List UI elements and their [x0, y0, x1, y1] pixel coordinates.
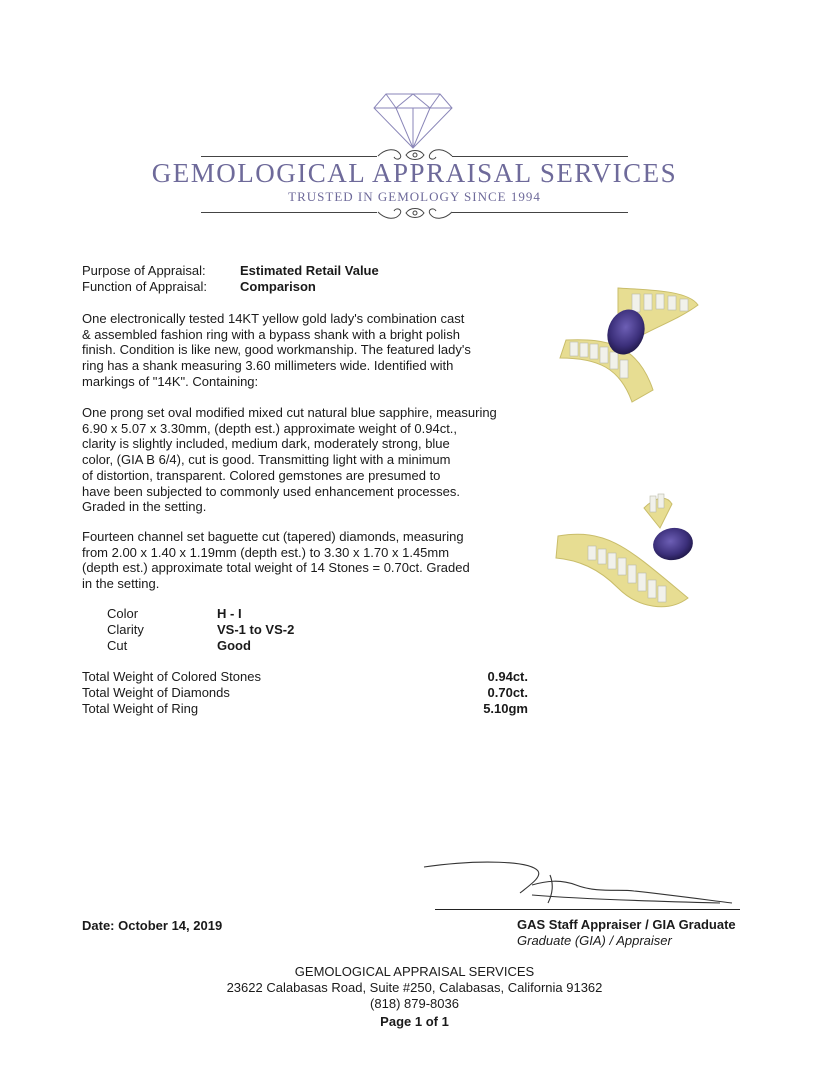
- total-diamonds-value: 0.70ct.: [487, 685, 528, 700]
- ring-photo-top: [548, 280, 718, 420]
- total-colored-stones-label: Total Weight of Colored Stones: [82, 669, 261, 684]
- appraiser-signature: [420, 855, 740, 915]
- grade-clarity-label: Clarity: [107, 622, 144, 637]
- ring-photo-bottom: [548, 488, 718, 623]
- function-value: Comparison: [240, 279, 316, 294]
- signature-line: [435, 909, 740, 910]
- diamonds-description: Fourteen channel set baguette cut (tapered) diamonds, measuring from 2.00 x 1.40 x 1.19mm (depth est.) to 3.30 x 1.70 x 1.45mm (depth est.) approximate total weight of 14 Stones = 0.70ct. Graded in the setting.: [82, 529, 470, 592]
- footer-address: 23622 Calabasas Road, Suite #250, Calabasas, California 91362: [226, 980, 603, 995]
- total-ring-weight-label: Total Weight of Ring: [82, 701, 199, 716]
- header-rule-bottom-right: [452, 212, 628, 213]
- appraisal-date: Date: October 14, 2019: [82, 918, 223, 933]
- scroll-ornament-bottom-icon: [376, 203, 454, 223]
- appraiser-title: GAS Staff Appraiser / GIA Graduate: [517, 917, 736, 932]
- company-name: GEMOLOGICAL APPRAISAL SERVICES: [151, 158, 678, 188]
- grade-color-value: H - I: [217, 606, 242, 621]
- sapphire-description: One prong set oval modified mixed cut natural blue sapphire, measuring 6.90 x 5.07 x 3.30mm, (depth est.) approximate weight of 0.94ct., clarity is slightly included, medium dark, moderately strong, blue color, (GIA B 6/4), cut is good. Transmitting light with a minimum of distortion, transparent. Colored gemstones are presumed to have been subjected to commonly used enhancement processes. Graded in the setting.: [82, 405, 497, 515]
- footer-phone: (818) 879-8036: [370, 996, 459, 1011]
- ring-description: One electronically tested 14KT yellow gold lady's combination cast & assembled fashion ring with a bypass shank with a bright polish finish. Condition is like new, good workmanship. The featured lady's ring has a shank measuring 3.60 millimeters wide. Identified with markings of "14K". Containing:: [82, 311, 471, 389]
- purpose-label: Purpose of Appraisal:: [82, 263, 206, 278]
- footer-company: GEMOLOGICAL APPRAISAL SERVICES: [294, 964, 535, 979]
- grade-cut-value: Good: [217, 638, 251, 653]
- grade-cut-label: Cut: [107, 638, 128, 653]
- diamond-logo-icon: [372, 90, 454, 150]
- company-tagline: TRUSTED IN GEMOLOGY SINCE 1994: [288, 189, 541, 204]
- grade-color-label: Color: [107, 606, 139, 621]
- total-diamonds-label: Total Weight of Diamonds: [82, 685, 230, 700]
- grade-clarity-value: VS-1 to VS-2: [217, 622, 295, 637]
- appraiser-subtitle: Graduate (GIA) / Appraiser: [517, 933, 672, 948]
- function-label: Function of Appraisal:: [82, 279, 208, 294]
- header-rule-top: [201, 156, 377, 157]
- purpose-value: Estimated Retail Value: [240, 263, 379, 278]
- total-colored-stones-value: 0.94ct.: [487, 669, 528, 684]
- total-ring-weight-value: 5.10gm: [483, 701, 528, 716]
- header-rule-top-right: [452, 156, 628, 157]
- header-rule-bottom: [201, 212, 377, 213]
- page-number: Page 1 of 1: [380, 1014, 449, 1029]
